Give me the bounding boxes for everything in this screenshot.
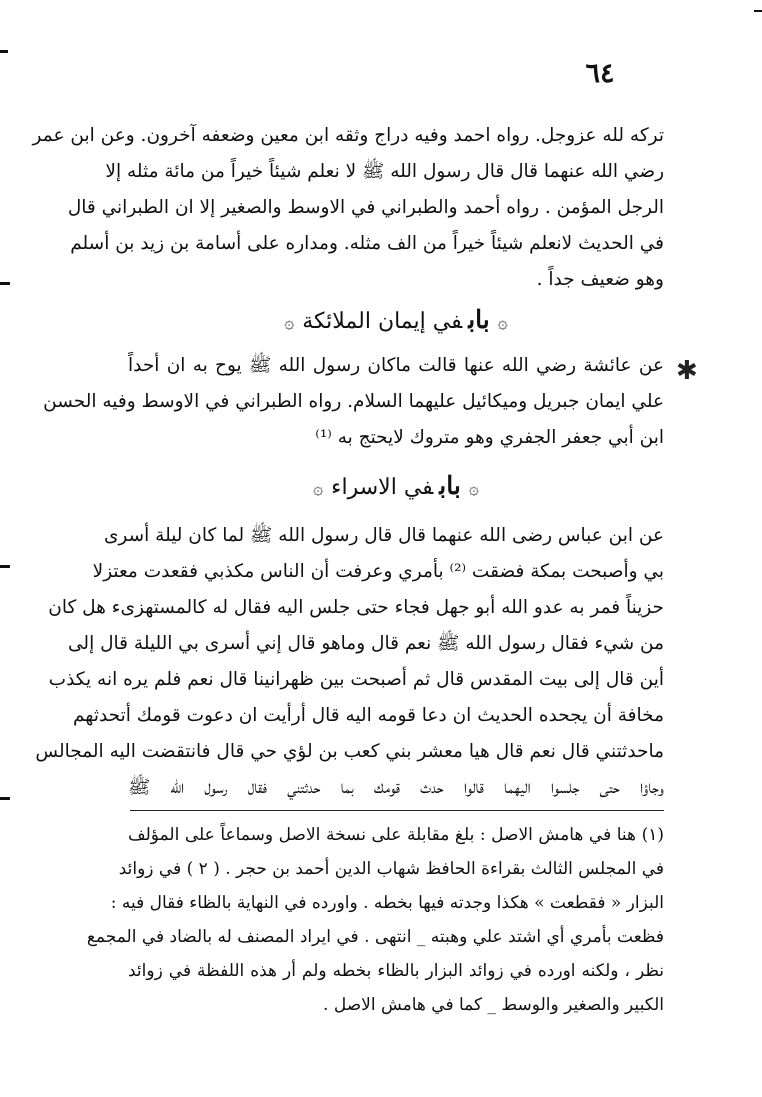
text-line: حزيناً فمر به عدو الله أبو جهل فجاء حتى جلس اليه فقال له كالمستهزىء هل كان bbox=[48, 597, 664, 618]
heading-title: في الاسراء bbox=[331, 475, 434, 500]
text-line: وهو ضعيف جداً . bbox=[536, 269, 664, 290]
text-line: علي ايمان جبريل وميكائيل عليهما السلام. رواه الطبراني في الاوسط وفيه الحسن bbox=[43, 391, 664, 412]
footnote-divider bbox=[130, 810, 664, 811]
text-line: أين قال إلى بيت المقدس قال ثم أصبحت بين ظهرانينا قال نعم فلم يره انه يكذب bbox=[48, 669, 664, 690]
ornament-icon: ۞ bbox=[284, 313, 295, 333]
scan-edge-mark bbox=[0, 797, 10, 800]
scan-edge-mark bbox=[0, 565, 10, 568]
chapter-heading-isra bbox=[128, 464, 664, 508]
text-line: في الحديث لانعلم شيئاً خيراً من الف مثله. ومداره على أسامة بن زيد بن أسلم bbox=[70, 233, 664, 254]
scan-edge-mark bbox=[0, 282, 10, 285]
text-line: ابن أبي جعفر الجفري وهو متروك لايحتج به ⁽¹⁾ bbox=[315, 427, 664, 448]
text-line: الرجل المؤمن . رواه أحمد والطبراني في الاوسط والصغير إلا ان الطبراني قال bbox=[67, 197, 664, 218]
text-line: مخافة أن يجحده الحديث ان دعا قومه اليه قال أرأيت ان دعوت قومك أتحدثهم bbox=[72, 705, 664, 726]
heading-bab: باب bbox=[468, 305, 490, 334]
text-line: تركه لله عزوجل. رواه احمد وفيه دراج وثقه ابن معين وضعفه آخرون. وعن ابن عمر bbox=[32, 125, 664, 146]
heading-title: في إيمان الملائكة bbox=[302, 309, 463, 334]
text-line: عن عائشة رضي الله عنها قالت ماكان رسول الله ﷺ يوح به ان أحداً bbox=[128, 355, 664, 376]
footnote-line: البزار « فقطعت » هكذا وجدته فيها بخطه . واورده في النهاية بالظاء فقال فيه : bbox=[110, 893, 664, 913]
ornament-icon: ۞ bbox=[468, 479, 479, 499]
footnote-line: الكبير والصغير والوسط _ كما في هامش الاصل . bbox=[323, 995, 664, 1015]
margin-star-icon: ✱ bbox=[676, 356, 698, 386]
text-line: من شيء فقال رسول الله ﷺ نعم قال وماهو قال إني أسرى بي الليلة قال إلى bbox=[68, 633, 664, 654]
scan-edge-mark bbox=[754, 10, 762, 12]
ornament-icon: ۞ bbox=[497, 313, 508, 333]
ornament-icon: ۞ bbox=[313, 479, 324, 499]
text-line: وجاؤا حتى جلسوا اليهما قالوا حدث قومك بما حدثتني فقال رسول الله ﷺ bbox=[128, 777, 664, 798]
footnote-line: في المجلس الثالث بقراءة الحافظ شهاب الدين أحمد بن حجر . ( ٢ ) في زوائد bbox=[118, 859, 664, 879]
page-number: ٦٤ bbox=[585, 58, 615, 89]
chapter-heading-angels bbox=[128, 298, 664, 342]
text-line: رضي الله عنهما قال قال رسول الله ﷺ لا نعلم شيئاً خيراً من مائة مثله إلا bbox=[105, 161, 664, 182]
text-line: عن ابن عباس رضى الله عنهما قال قال رسول الله ﷺ لما كان ليلة أسرى bbox=[103, 525, 664, 546]
text-line: بي وأصبحت بمكة فضقت ⁽²⁾ بأمري وعرفت أن الناس مكذبي فقعدت معتزلا bbox=[92, 561, 664, 582]
heading-bab: باب bbox=[439, 471, 461, 500]
text-line: ماحدثتني قال نعم قال هيا معشر بني كعب بن لؤي حي قال فانتقضت اليه المجالس bbox=[35, 741, 664, 762]
footnote-line: (١) هنا في هامش الاصل : بلغ مقابلة على نسخة الاصل وسماعاً على المؤلف bbox=[128, 825, 664, 845]
footnote-line: فظعت بأمري أي اشتد علي وهبته _ انتهى . في ايراد المصنف له بالضاد في المجمع bbox=[86, 927, 664, 947]
scan-edge-mark bbox=[0, 50, 8, 53]
footnote-line: نظر ، ولكنه اورده في زوائد البزار بالظاء بخطه ولم أر هذه اللفظة في زوائد bbox=[128, 961, 664, 981]
